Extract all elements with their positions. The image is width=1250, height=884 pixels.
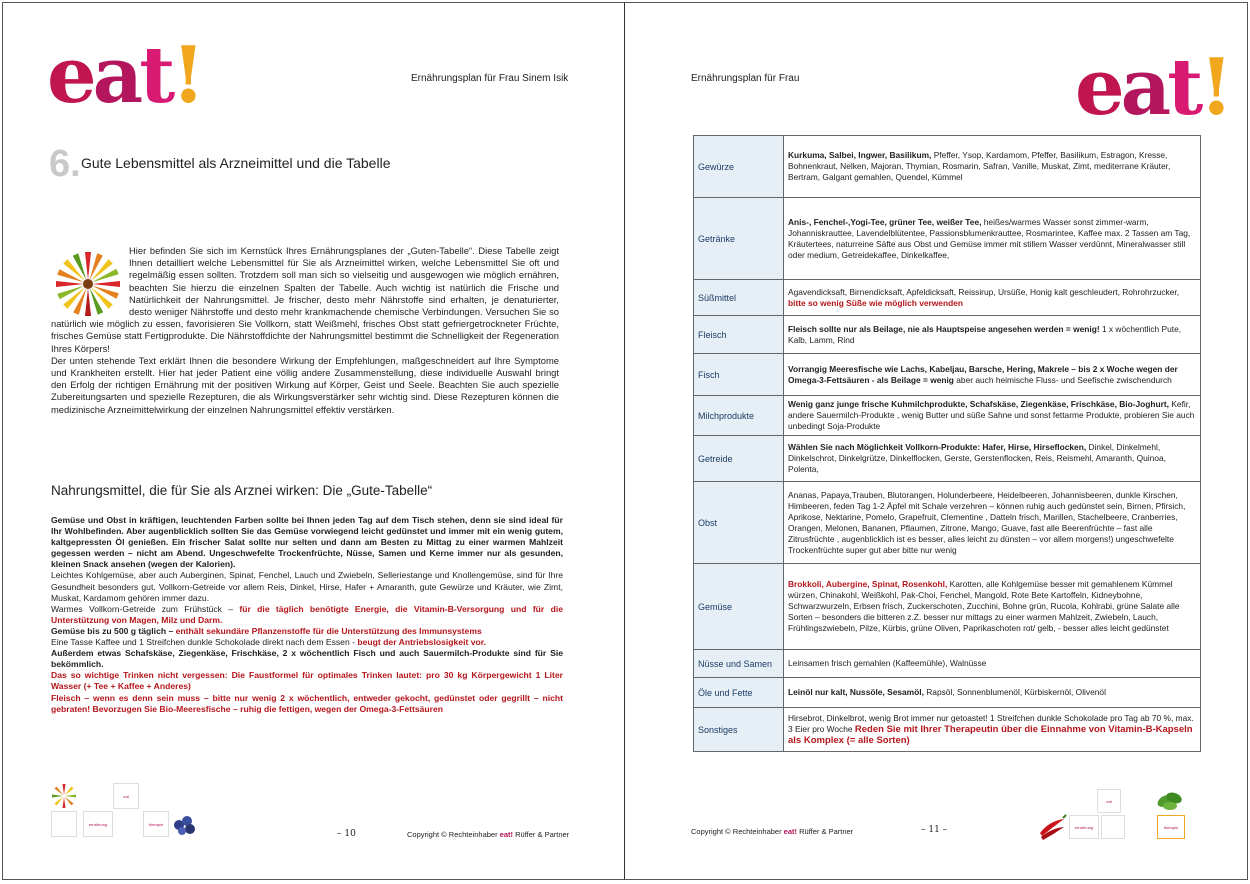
good-food-table [693,135,1201,752]
right-page [624,2,1248,880]
category-cell: Gemüse [694,564,784,650]
page-number: – 11 – [921,825,948,835]
foods-cell [784,650,1201,678]
table-row [694,280,1201,316]
foods-text: Wählen Sie nach Möglichkeit Vollkorn-Produkte: Hafer, Hirse, Hirseflocken, [788,442,1087,452]
section-heading: Nahrungsmittel, die für Sie als Arznei wirken: Die „Gute-Tabelle“ [51,483,433,498]
thumb-blank [1101,815,1125,839]
foods-cell [784,316,1201,354]
foods-text: Wenig ganz junge frische Kuhmilchprodukte, Schafskäse, Ziegenkäse, Frischkäse, Bio-Joghurt, [788,399,1170,409]
category-cell: Getränke [694,198,784,280]
chili-peppers-image [1037,813,1067,841]
nutrition-guide [51,515,563,715]
table-row [694,136,1201,198]
category-cell: Fisch [694,354,784,396]
foods-text: Kurkuma, Salbei, Ingwer, Basilikum, [788,150,932,160]
foods-cell [784,482,1201,564]
table-row [694,482,1201,564]
foods-text: Dinkel, Dinkelmehl, Dinkelschrot, Dinkelgrütze, Dinkelflocken, Gerste, Gerstenflocken, Reis, Reismehl, Amaranth, Quinoa, Polenta, [788,442,1166,474]
category-cell: Fleisch [694,316,784,354]
copyright: Copyright © Rechteinhaber eat! Rüffer & Partner [407,830,570,839]
foods-text: Pfeffer, Ysop, Kardamom, Pfeffer, Basilikum, Estragon, Kresse, Bohnenkraut, Nelken, Majoran, Thymian, Rosmarin, Safran, Vanille, Muskat, Zimt, mediterrane Kräuter, Bertram, Galgant gemahlen, Quendel, Kümmel [788,150,1171,182]
foods-text: Leinöl nur kalt, Nussöle, Sesamöl, [788,687,924,697]
category-cell: Süßmittel [694,280,784,316]
foods-text: Reden Sie mit Ihrer Therapeutin über die Einnahme von Vitamin-B-Kapseln als Komplex (= alle Sorten) [788,724,1193,746]
eat-logo: eat! [47,30,202,121]
thumb-therapie: therapie [1157,815,1185,839]
foods-text: Karotten, alle Kohlgemüse besser mit gemahlenem Kümmel würzen, Chinakohl, Weißkohl, Pak-Choi, Fenchel, Mangold, Rote Bete Kartoffeln, Kidneybohne, Schwarzwurzeln, Erbsen frisch, Zuckerschoten, Zucchini, Bohne grün, Rucola, Kohlrabi, grüne Salate alle Sorten – besonders die bitteren z.Z. besser nur mittags zu einer warmen Mahlzeit, Zwiebeln, Lauch, Frühlingszwiebeln, Pilze, Kürbis, grüne Oliven, Paprikaschoten rot/ gelb, - besser alles leicht gedünstet [788,579,1180,633]
chili-thumb-image [51,783,77,809]
thumb-ernaehrung: ernährung [1069,815,1099,839]
page-number: – 10 [337,829,356,839]
foods-text: bitte so wenig Süße wie möglich verwenden [788,297,963,308]
foods-cell [784,198,1201,280]
category-cell: Getreide [694,436,784,482]
foods-text: Hirsebrot, Dinkelbrot, wenig Brot immer nur getoastet! 1 Streifchen dunkle Schokolade pro Tag ab 70 %, max. 3 Eier pro Woche [788,713,1194,734]
table-row [694,678,1201,708]
foods-text: Brokkoli, Aubergine, Spinat, Rosenkohl, [788,579,948,589]
guide-paragraph: Außerdem etwas Schafskäse, Ziegenkäse, Frischkäse, 2 x wöchentlich Fisch und auch Sauermilch-Produkte sind für Sie bekömmlich. [51,648,563,670]
foods-text: Kefir, andere Sauermilch-Produkte , wenig Butter und süße Sahne und sonst fettarme Produkte, probieren Sie auch unbedingt Soja-Produkte [788,399,1195,431]
foods-text: Leinsamen frisch gemahlen (Kaffeemühle), Walnüsse [788,658,987,668]
table-row [694,316,1201,354]
foods-cell [784,708,1201,752]
thumb-blank [51,811,77,837]
foods-text: Rapsöl, Sonnenblumenöl, Kürbiskernöl, Olivenöl [926,687,1106,697]
foods-cell [784,396,1201,436]
intro-text [51,245,559,416]
foods-text: Vorrangig Meeresfische wie Lachs, Kabeljau, Barsche, Hering, Makrele – bis 2 x Woche wegen der Omega-3-Fettsäuren - als Beilage = wenig [788,363,1178,385]
guide-paragraph: Das so wichtige Trinken nicht vergessen: Die Faustformel für optimales Trinken lautet: pro 30 kg Körpergewicht 1 Liter Wasser (+ Tee + Kaffee + Anderes) [51,670,563,692]
foods-text: Ananas, Papaya,Trauben, Blutorangen, Holunderbeere, Heidelbeeren, Johannisbeeren, dunkle Kirschen, Himbeeren, feden Tag 1-2 Äpfel mit Schale verzehren – können ruhig auch gedünstet sein, Birnen, Pfirsich, Aprikose, Nektarine, Pomelo, Grapefruit, Clementine , Datteln frisch, Marillen, Stachelbeere, Cranberries, Orangen, Melonen, Bananen, Pflaumen, Zitrone, Mango, Guave, fast alle Beerenfrüchte – fast alle Zitrusfrüchte , augenblicklich ist es besser, alles leicht zu dünsten – vor allem morgens!) ungeschwefelte Trockenfrüchte super gut aber bitte nur wenig [788,489,1186,555]
intro-paragraph-2: Der unten stehende Text erklärt Ihnen die besondere Wirkung der Empfehlungen, maßgeschneidert auf Ihre Symptome und Krankheiten erstellt. Hier hat jeder Patient eine völlig andere Zusammenstellung, diese individuelle Auswahl bringt den Erfolg der richtigen Ernährung mit der positiven Wirkung auf Körper, Geist und Seele. Beachten Sie auch spezielle Zubereitungsarten und spezielle Rezepturen, die als Wirkungsverstärker sehr wichtig sind. Diese Rezepturen können die medizinische Arzneimittelwirkung der einzelnen Nahrungsmittel effektiv verstärken. [51,354,559,415]
category-cell: Öle und Fette [694,678,784,708]
table-row [694,354,1201,396]
basil-image [1155,787,1185,813]
foods-cell [784,136,1201,198]
chapter-title: Gute Lebensmittel als Arzneimittel und die Tabelle [81,155,391,171]
table-row [694,650,1201,678]
table-row [694,396,1201,436]
eat-logo: eat! [1075,42,1230,133]
category-cell: Milchprodukte [694,396,784,436]
foods-cell [784,354,1201,396]
table-row [694,198,1201,280]
chapter-number: 6. [49,143,81,185]
foods-cell [784,564,1201,650]
category-cell: Sonstiges [694,708,784,752]
foods-text: Fleisch sollte nur als Beilage, nie als Hauptspeise angesehen werden = wenig! [788,323,1100,334]
guide-paragraph: Eine Tasse Kaffee und 1 Streifchen dunkle Schokolade direkt nach dem Essen - beugt der Antriebslosigkeit vor. [51,637,487,648]
thumb-therapie: therapie [143,811,169,837]
guide-paragraph: Leichtes Kohlgemüse, aber auch Auberginen, Spinat, Fenchel, Lauch und Zwiebeln, Selleriestange und Knollengemüse, sind für Ihre Gesundheit besonders gut. Vollkorn-Getreide vor allem Reis, Dinkel, Hirse, Hafer + Amaranth, gute Gewürze und Kräuter, wie Zimt, Muskat, Kardamom gehören immer dazu. [51,570,563,603]
category-cell: Gewürze [694,136,784,198]
foods-text: 1 x wöchentlich Pute, Kalb, Lamm, Rind [788,323,1182,345]
foods-text: Agavendicksaft, Birnendicksaft, Apfeldicksaft, Reissirup, Ursüße, Honig kalt geschleudert, Rohrohrzucker, [788,286,1180,297]
thumb-ernaehrung: ernährung [83,811,113,837]
guide-paragraph: Warmes Vollkorn-Getreide zum Frühstück – für die täglich benötigte Energie, die Vitamin-B-Versorgung und für die Unterstützung von Magen, Milz und Darm. [51,603,564,625]
guide-paragraph: Fleisch – wenn es denn sein muss – bitte nur wenig 2 x wöchentlich, entweder gekocht, gedünstet oder gegrillt – nicht gebraten! Bevorzugen Sie Bio-Meeresfische – ruhig die fettigen, wegen der Omega-3-Fettsäuren [51,692,563,714]
copyright: Copyright © Rechteinhaber eat! Rüffer & Partner [691,827,854,836]
table-row [694,564,1201,650]
guide-paragraph: Gemüse bis zu 500 g täglich – enthält sekundäre Pflanzenstoffe für die Unterstützung des Immunsystems [51,625,482,636]
blueberries-image [171,811,199,837]
thumb-eat: eat [1097,789,1121,813]
foods-cell [784,678,1201,708]
guide-paragraph: Gemüse und Obst in kräftigen, leuchtenden Farben sollte bei Ihnen jeden Tag auf dem Tisch stehen, denn sie sind ideal für Ihr Wohlbefinden. Aber augenblicklich sollten Sie das Gemüse vorwiegend leicht gedünstet und immer mit ein wenig gutem, kaltgepressten Öl genießen. Ein frischer Salat sollte nur selten und dann am Besten zu Mittag zu einer warmen Mahlzeit gegessen werden – nicht am Abend. Ungeschwefelte Trockenfrüchte, Nüsse, Samen und Kerne immer nur als gesunden, kleinen Snack ansehen (wegen der Kalorien). [51,515,563,570]
foods-text: aber auch heimische Fluss- und Seefische zwischendurch [956,374,1172,385]
category-cell: Nüsse und Samen [694,650,784,678]
intro-paragraph-1: Hier befinden Sie sich im Kernstück Ihres Ernährungsplanes der „Guten-Tabelle“. Diese Tabelle zeigt Ihnen detailliert welche Lebensmittel für Sie als Arzneimittel wirken, welche Lebensmittel Sie oft und regelmäßig essen sollten. Trotzdem soll man sich so vielseitig und ausgewogen wie möglich ernähren, beachten Sie hierzu die einzelnen Spalten der Tabelle. Auch wichtig ist natürlich die Frische und Natürlichkeit der Nahrungsmittel. Je frischer, desto mehr Nährstoffe sind erhalten, je denaturierter, desto weniger Nährstoffe und desto mehr krankmachende chemische Verbindungen. Versuchen Sie so natürlich wie möglich zu essen, favorisieren Sie Vollkorn, statt Weißmehl, frisches Obst statt gefriergetrockneter Früchte, frisches Gemüse statt Fertigprodukte. Die Nährstoffdichte der Nahrungsmittel bestimmt die Schnelligkeit der Regeneration Ihres Körpers! [51,245,559,354]
page-header: Ernährungsplan für Frau Sinem Isik [411,73,569,84]
foods-text: Anis-, Fenchel-,Yogi-Tee, grüner Tee, weißer Tee, [788,216,982,227]
table-row [694,708,1201,752]
category-cell: Obst [694,482,784,564]
foods-text: heißes/warmes Wasser sonst zimmer-warm, Johanniskrauttee, Lavendelblütentee, Passionsblumenkrauttee, Rosmarintee, Kaffee max. 2 Tassen am Tag, Kräutertees, naturreine Säfte aus Obst und Gemüse immer mit stillem Wasser verdünnt, Mineralwasser still oder medium, Getreidekaffee, Dinkelkaffee, [788,216,1191,260]
table-row [694,436,1201,482]
thumb-eat: eat [113,783,139,809]
left-page [2,2,624,880]
foods-cell [784,280,1201,316]
foods-cell [784,436,1201,482]
page-header: Ernährungsplan für Frau [691,73,800,84]
